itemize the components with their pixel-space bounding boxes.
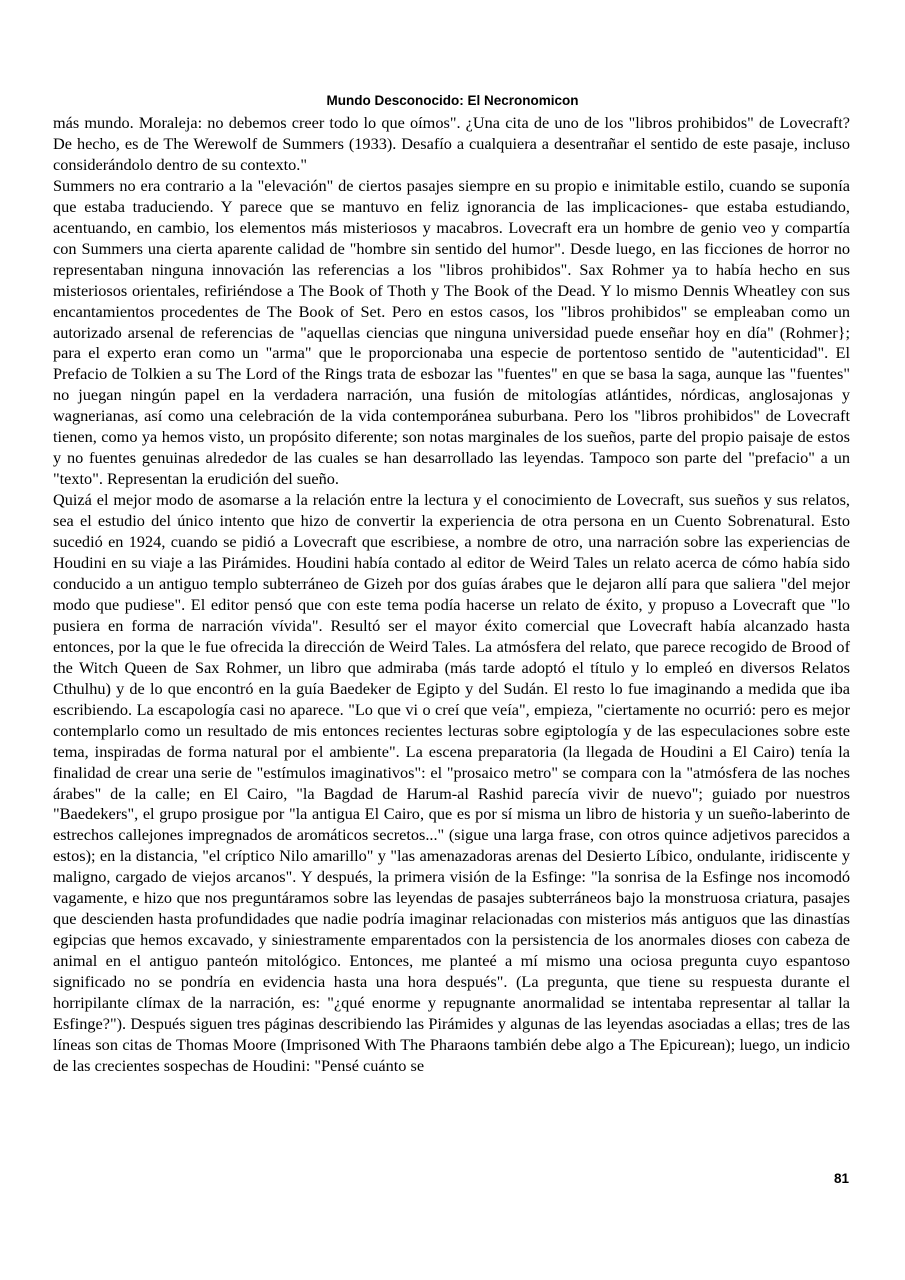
page-number: 81 <box>833 1171 849 1186</box>
paragraph: Summers no era contrario a la "elevación" de ciertos pasajes siempre en su propio e inimitable estilo, cuando se suponía que estaba traduciendo. Y parece que se mantuvo en feliz ignorancia de las implicaciones- que estaba estudiando, acentuando, en cambio, los elementos más misteriosos y macabros. Lovecraft era un hombre de genio veo y compartía con Summers una cierta aparente calidad de "hombre sin sentido del humor". Desde luego, en las ficciones de horror no representaban ninguna innovación las referencias a los "libros prohibidos". Sax Rohmer ya to había hecho en sus misteriosos orientales, refiriéndose a The Book of Thoth y The Book of the Dead. Y lo mismo Dennis Wheatley con sus encantamientos procedentes de The Book of Set. Pero en estos casos, los "libros prohibidos" se empleaban como un autorizado arsenal de referencias de "aquellas ciencias que ninguna universidad puede enseñar hoy en día" (Rohmer}; para el experto eran como un "arma" que le proporcionaba una especie de portentoso sentido de "autenticidad". El Prefacio de Tolkien a su The Lord of the Rings trata de esbozar las "fuentes" en que se basa la saga, aunque las "fuentes" no juegan ningún papel en la verdadera narración, una fusión de mitologías atlántides, nórdicas, anglosajonas y wagnerianas, así como una celebración de la vida contemporánea suburbana. Pero los "libros prohibidos" de Lovecraft tienen, como ya hemos visto, un propósito diferente; son notas marginales de los sueños, parte del propio paisaje de estos y no fuentes genuinas alrededor de las cuales se han desarrollado las leyendas. Tampoco son parte del "prefacio" a un "texto". Representan la erudición del sueño. <box>53 175 850 489</box>
paragraph: más mundo. Moraleja: no debemos creer todo lo que oímos". ¿Una cita de uno de los "libros prohibidos" de Lovecraft? De hecho, es de The Werewolf de Summers (1933). Desafío a cualquiera a desentrañar el sentido de este pasaje, incluso considerándolo dentro de su contexto." <box>53 113 850 174</box>
body-text <box>53 113 850 1077</box>
running-header: Mundo Desconocido: El Necronomicon <box>326 93 579 108</box>
paragraph: Quizá el mejor modo de asomarse a la relación entre la lectura y el conocimiento de Lovecraft, sus sueños y sus relatos, sea el estudio del único intento que hizo de convertir la experiencia de otra persona en un Cuento Sobrenatural. Esto sucedió en 1924, cuando se pidió a Lovecraft que escribiese, a nombre de otro, una narración sobre las experiencias de Houdini en su viaje a las Pirámides. Houdini había contado al editor de Weird Tales un relato acerca de cómo había sido conducido a un antiguo templo subterráneo de Gizeh por dos guías árabes que le dejaron allí para que saliera "del mejor modo que pudiese". El editor pensó que con este tema podía hacerse un relato de éxito, y propuso a Lovecraft que "lo pusiera en forma de narración vívida". Resultó ser el mayor éxito comercial que Lovecraft había alcanzado hasta entonces, por la que le fue ofrecida la dirección de Weird Tales. La atmósfera del relato, que parece recogido de Brood of the Witch Queen de Sax Rohmer, un libro que admiraba (más tarde adoptó el título y lo empleó en diversos Relatos Cthulhu) y de lo que encontró en la guía Baedeker de Egipto y del Sudán. El resto lo fue imaginando a medida que iba escribiendo. La escapología casi no aparece. "Lo que vi o creí que veía", empieza, "ciertamente no ocurrió: pero es mejor contemplarlo como un resultado de mis entonces recientes lecturas sobre egiptología y de las especulaciones sobre este tema, inspiradas de forma natural por el ambiente". La escena preparatoria (la llegada de Houdini a El Cairo) tenía la finalidad de crear una serie de "estímulos imaginativos": el "prosaico metro" se compara con la "atmósfera de las noches árabes" de la calle; en El Cairo, "la Bagdad de Harum-al Rashid parecía vivir de nuevo"; guiado por nuestros "Baedekers", el grupo prosigue por "la antigua El Cairo, que es por sí misma un libro de historia y un sueño-laberinto de estrechos callejones impregnados de aromáticos secretos..." (sigue una larga frase, con otros quince adjetivos parecidos a estos); en la distancia, "el críptico Nilo amarillo" y "las amenazadoras arenas del Desierto Líbico, ondulante, iridiscente y maligno, cargado de viejos arcanos". Y después, la primera visión de la Esfinge: "la sonrisa de la Esfinge nos incomodó vagamente, e hizo que nos preguntáramos sobre las leyendas de pasajes subterráneos bajo la monstruosa criatura, pasajes que descienden hasta profundidades que nadie podría imaginar relacionadas con misterios más antiguos que las dinastías egipcias que hemos excavado, y siniestramente emparentados con la persistencia de los anormales dioses con cabeza de animal en el antiguo panteón mitológico. Entonces, me planteé a mí mismo una ociosa pregunta cuyo espantoso significado no se pondría en evidencia hasta una hora después". (La pregunta, que tiene su respuesta durante el horripilante clímax de la narración, es: "¿qué enorme y repugnante anormalidad se intentaba representar al tallar la Esfinge?"). Después siguen tres páginas describiendo las Pirámides y algunas de las leyendas asociadas a ellas; tres de las líneas son citas de Thomas Moore (Imprisoned With The Pharaons también debe algo a The Epicurean); luego, un indicio de las crecientes sospechas de Houdini: "Pensé cuánto se <box>53 490 850 1075</box>
